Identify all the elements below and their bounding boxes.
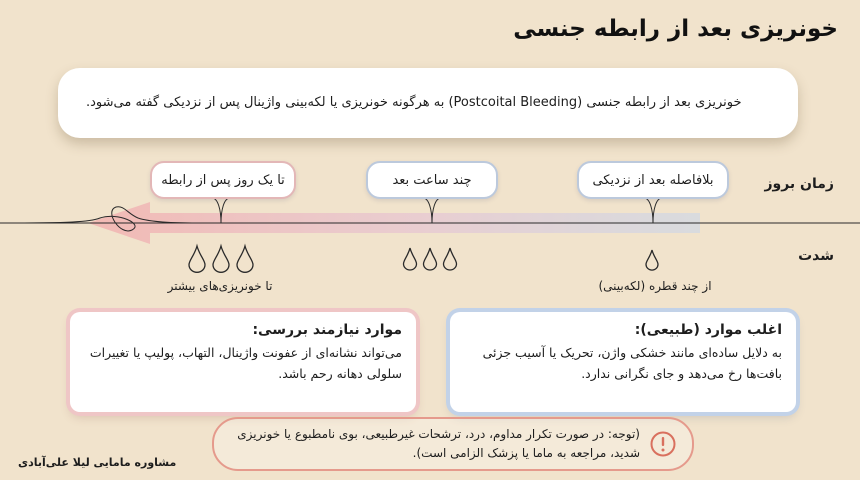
- card-title: اغلب موارد (طبیعی):: [634, 322, 782, 338]
- severity-high-caption: تا خونریزی‌های بیشتر: [167, 279, 273, 293]
- drop-icon: [424, 248, 437, 270]
- drop-icon: [444, 248, 457, 270]
- stage-label: چند ساعت بعد: [392, 172, 472, 188]
- drop-icon: [404, 248, 417, 270]
- stage-label: تا یک روز پس از رابطه: [161, 172, 285, 188]
- stage-hours-later: [366, 161, 498, 199]
- card-review-cases: [70, 312, 416, 412]
- warning-note: [212, 417, 694, 471]
- timeline-label: زمان بروز: [764, 176, 834, 192]
- stage-one-day: [150, 161, 296, 199]
- credit-text: مشاوره مامایی لیلا علی‌آبادی: [18, 456, 177, 469]
- page-title: خونریزی بعد از رابطه جنسی: [513, 16, 838, 42]
- card-normal-cases: [450, 312, 796, 412]
- severity-label: شدت: [798, 248, 834, 264]
- drop-icon: [646, 250, 658, 270]
- drop-icon: [189, 246, 205, 272]
- warning-note-text: (توجه: در صورت تکرار مداوم، درد، ترشحات غیرطبیعی، بوی نامطبوع یا خونریزی شدید، مراجعه به ماما یا پزشک الزامی است).: [237, 426, 640, 460]
- card-body: به دلایل ساده‌ای مانند خشکی واژن، تحریک یا آسیب جزئی بافت‌ها رخ می‌دهد و جای نگرانی ندارد.: [482, 345, 782, 381]
- exclamation-circle-icon: [650, 431, 676, 457]
- drop-icon: [213, 246, 229, 272]
- stage-label: بلافاصله بعد از نزدیکی: [592, 172, 714, 188]
- severity-low-caption: از چند قطره (لکه‌بینی): [598, 279, 712, 293]
- severity-drops: [189, 246, 658, 272]
- drop-icon: [237, 246, 253, 272]
- intro-text: خونریزی بعد از رابطه جنسی (Postcoital Bleeding) به هرگونه خونریزی یا لکه‌بینی واژینال پس از نزدیکی گفته می‌شود.: [86, 95, 742, 111]
- stage-immediate: [577, 161, 729, 199]
- card-title: موارد نیازمند بررسی:: [252, 322, 402, 338]
- card-body: می‌تواند نشانه‌ای از عفونت واژینال، التهاب، پولیپ یا تغییرات سلولی دهانه رحم باشد.: [89, 345, 402, 381]
